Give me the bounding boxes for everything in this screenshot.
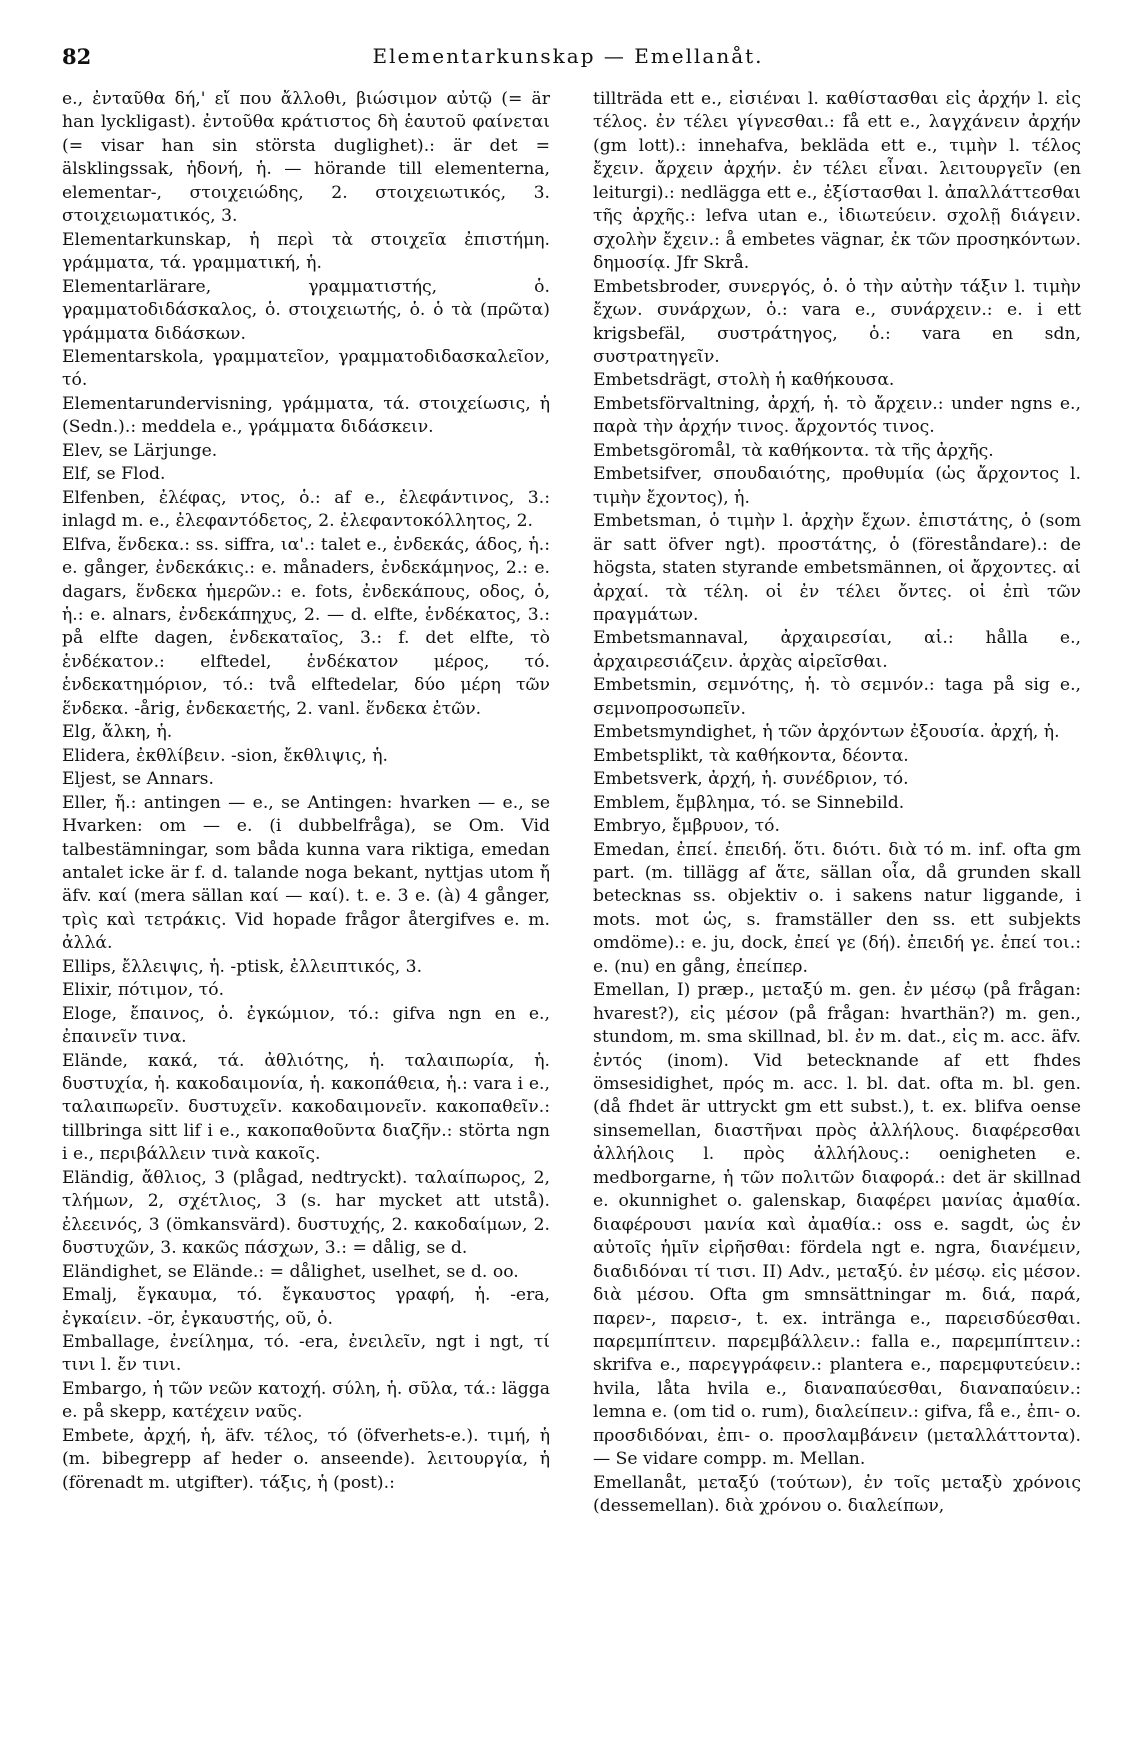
- dictionary-entry: Elev, se Lärjunge.: [62, 440, 218, 461]
- dictionary-entry: Eländighet, se Elände.: = dålighet, uselhet, se d. oo.: [62, 1261, 519, 1282]
- dictionary-entry: Emellanåt, μεταξύ (τούτων), ἐν τοῖς μεταξὺ χρόνοις (dessemellan). διὰ χρόνου o. διαλείπων,: [593, 1472, 1081, 1517]
- dictionary-entry: Emballage, ἐνείλημα, τό. -era, ἐνειλεῖν, ngt i ngt, τί τινι l. ἔν τινι.: [62, 1332, 550, 1376]
- dictionary-entry: Emblem, ἔμβλημα, τό. se Sinnebild.: [593, 792, 905, 813]
- dictionary-entry: Embete, ἀρχή, ἡ, äfv. τέλος, τό (öfverhets-e.). τιμή, ἡ (m. bibegrepp af heder o. anseende). λειτουργία, ἡ (förenadt m. utgifter). τάξις, ἡ (post).:: [62, 1425, 550, 1493]
- dictionary-entry: Emellan, I) præp., μεταξύ m. gen. ἐν μέσῳ (på frågan: hvarest?), εἰς μέσον (på frågan: hvarthän?) m. gen., stundom, m. sma skillnad, bl. ἐν m. dat., εἰς m. acc. äfv. ἐντός (inom). Vid betecknande af ett fhdes ömsesidighet, πρός m. acc. l. bl. dat. ofta m. bl. gen. (då fhdet är uttryckt gm ett subst.), t. ex. blifva oense sinsemellan, διαστῆναι πρὸς ἀλλήλους. διαφέρεσθαι ἀλλήλοις l. πρὸς ἀλλήλους.: oenigheten e. medborgarne, ἡ τῶν πολιτῶν διαφορά.: det är skillnad e. okunnighet o. galenskap, διαφέρει μανίας ἀμαθία. διαφέρουσι μανία καὶ ἀμαθία.: oss e. sagdt, ὡς ἐν αὐτοῖς ἡμῖν εἰρῆσθαι: fördela ngt e. ngra, διανέμειν, διαδιδόναι τί τισι. II) Adv., μεταξύ. ἐν μέσῳ. εἰς μέσον. διὰ μέσου. Ofta gm smnsättningar m. διά, παρά, παρεν-, παρεισ-, t. ex. inträngа e., παρεισδύεσθαι. παρεμπίπτειν. παρεμβάλλειν.: falla e., παρεμπίπτειν.: skrifva e., παρεγγράφειν.: plantera e., παρεμφυτεύειν.: hvila, låta hvila e., διαναπαύεσθαι, διαναπαύειν.: lemna e. (om tid o. rum), διαλείπειν.: gifva, få e., ἐπι- o. προσδιδόναι, ἐπι- o. προσλαμβάνειν (μεταλλάττοντα). — Se vidare compp. m. Mellan.: [593, 980, 1081, 1470]
- dictionary-entry: Elg, ἄλκη, ἡ.: [62, 722, 173, 743]
- dictionary-entry: e., ἐνταῦθα δή,' εἴ που ἄλλοθι, βιώσιμον αὐτῷ (= är han lyckligast). ἐντοῦθα κράτιστος δὴ ἑαυτοῦ φαίνεται (= visar han sin största duglighet).: är det = älsklingssak, ἡδονή, ἡ. — hörande till elementerna, elementar-, στοιχειώδης, 2. στοιχειωτικός, 3. στοιχειωματικός, 3.: [62, 89, 550, 227]
- dictionary-entry: Elementarskola, γραμματεῖον, γραμματοδιδασκαλεῖον, τό.: [62, 346, 550, 391]
- dictionary-entry: Embargo, ἡ τῶν νεῶν κατοχή. σύλη, ἡ. σῦλα, τά.: lägga e. på skepp, κατέχειν ναῦς.: [62, 1378, 550, 1423]
- dictionary-entry: Embetsverk, ἀρχή, ἡ. συνέδριον, τό.: [593, 769, 909, 790]
- dictionary-entry: Embetsdrägt, στολὴ ἡ καθήκουσα.: [593, 370, 895, 391]
- dictionary-entry: Elände, κακά, τά. ἀθλιότης, ἡ. ταλαιπωρία, ἡ. δυστυχία, ἡ. κακοδαιμονία, ἡ. κακοπάθεια, ἡ.: vara i e., ταλαιπωρεῖν. δυστυχεῖν. κακοδαιμονεῖν. κακοπαθεῖν.: tillbringa sitt lif i e., κακοπαθοῦντα διαζῆν.: störta ngn i e., περιβάλλειν τινὰ κακοῖς.: [62, 1050, 550, 1165]
- dictionary-entry: Elementarlärare, γραμματιστής, ὁ. γραμματοδιδάσκαλος, ὁ. στοιχειωτής, ὁ. ὁ τὰ (πρῶτα) γράμματα διδάσκων.: [62, 276, 550, 344]
- dictionary-entry: Embetsmin, σεμνότης, ἡ. τὸ σεμνόν.: taga på sig e., σεμνοπροσωπεῖν.: [593, 675, 1081, 719]
- dictionary-entry: Eloge, ἔπαινος, ὁ. ἐγκώμιον, τό.: gifva ngn en e., ἐπαινεῖν τινα.: [62, 1003, 550, 1048]
- running-head: Elementarkunskap — Emellanåt.: [372, 44, 764, 68]
- dictionary-entry: Elidera, ἐκθλίβειν. -sion, ἔκθλιψις, ἡ.: [62, 745, 388, 766]
- dictionary-entry: Eljest, se Annars.: [62, 769, 214, 790]
- dictionary-entry: Emedan, ἐπεί. ἐπειδή. ὅτι. διότι. διὰ τό m. inf. ofta gm part. (m. tillägg af ἅτε, sällan οἷα, då grunden skall betecknas ss. objektiv o. i sakens natur liggande, i mots. mot ὡς, s. framställer den ss. ett subjekts omdöme).: e. ju, dock, ἐπεί γε (δή). ἐπειδή γε. ἐπεί τοι.: e. (nu) en gång, ἐπείπερ.: [593, 839, 1081, 977]
- dictionary-entry: Embetsman, ὁ τιμὴν l. ἀρχὴν ἔχων. ἐπιστάτης, ὁ (som är satt öfver ngt). προστάτης, ὁ (föreståndare).: de högsta, staten styrande embetsmännen, οἱ ἄρχοντες. αἱ ἀρχαί. τὰ τέλη. οἱ ἐν τέλει ὄντες. οἱ ἐπὶ τῶν πραγμάτων.: [593, 511, 1081, 625]
- dictionary-entry: Elfenben, ἐλέφας, ντος, ὁ.: af e., ἐλεφάντινος, 3.: inlagd m. e., ἐλεφαντόδετος, 2. ἐλεφαντοκόλλητος, 2.: [62, 487, 550, 532]
- dictionary-entry: Embetsgöromål, τὰ καθήκοντα. τὰ τῆς ἀρχῆς.: [593, 440, 994, 461]
- page-number: 82: [62, 44, 92, 69]
- dictionary-entry: Elementarundervisning, γράμματα, τά. στοιχείωσις, ἡ (Sedn.).: meddela e., γράμματα διδάσκειν.: [62, 393, 550, 438]
- right-column: [593, 88, 1081, 1519]
- dictionary-entry: Ellips, ἔλλειψις, ἡ. -ptisk, ἐλλειπτικός, 3.: [62, 956, 423, 977]
- left-column: [62, 88, 550, 1495]
- dictionary-entry: tillträda ett e., εἰσιέναι l. καθίστασθαι εἰς ἀρχήν l. εἰς τέλος. ἐν τέλει γίγνεσθαι.: få ett e., λαγχάνειν ἀρχήν (gm lott).: innehafva, bekläda ett e., τιμὴν l. τέλος ἔχειν. ἄρχειν ἀρχήν. ἐν τέλει εἶναι. λειτουργεῖν (en leiturgi).: nedlägga ett e., ἐξίστασθαι l. ἀπαλλάττεσθαι τῆς ἀρχῆς.: lefva utan e., ἰδιωτεύειν. σχολῇ διάγειν. σχολὴν ἔχειν.: å embetes vägnar, ἐκ τῶν προσηκόντων. δημοσίᾳ. Jfr Skrå.: [593, 89, 1081, 274]
- dictionary-entry: Emalj, ἔγκαυμα, τό. ἔγκαυστος γραφή, ἡ. -era, ἐγκαίειν. -ör, ἐγκαυστής, οῦ, ὁ.: [62, 1285, 550, 1329]
- dictionary-entry: Elementarkunskap, ἡ περὶ τὰ στοιχεῖα ἐπιστήμη. γράμματα, τά. γραμματική, ἡ.: [62, 229, 550, 274]
- dictionary-entry: Elf, se Flod.: [62, 464, 166, 485]
- dictionary-entry: Eller, ἤ.: antingen — e., se Antingen: hvarken — e., se Hvarken: om — e. (i dubbelfråga), se Om. Vid talbestämningar, som båda kunna vara riktiga, emedan antalet icke är f. d. talande noga bekant, nyttjas utom ἤ äfv. καί (mera sällan καί — καί). t. e. 3 e. (à) 4 gånger, τρὶς καὶ τετράκις. Vid hopade frågor återgifves e. m. ἀλλά.: [62, 792, 550, 954]
- dictionary-entry: Embetsmannaval, ἀρχαιρεσίαι, αἱ.: hålla e., ἀρχαιρεσιάζειν. ἀρχὰς αἱρεῖσθαι.: [593, 628, 1081, 672]
- dictionary-entry: Embetsförvaltning, ἀρχή, ἡ. τὸ ἄρχειν.: under ngns e., παρὰ τὴν ἀρχήν τινος. ἄρχοντός τινος.: [593, 393, 1081, 438]
- dictionary-entry: Embetsifver, σπουδαιότης, προθυμία (ὡς ἄρχοντος l. τιμὴν ἔχοντος), ἡ.: [593, 464, 1081, 508]
- dictionary-entry: Elfva, ἕνδεκα.: ss. siffra, ια'.: talet e., ἐνδεκάς, άδος, ἡ.: e. gånger, ἐνδεκάκις.: e. månaders, ἐνδεκάμηνος, 2.: e. dagars, ἕνδεκα ἡμερῶν.: e. fots, ἐνδεκάπους, οδος, ὁ, ἡ.: e. alnars, ἐνδεκάπηχυς, 2. — d. elfte, ἑνδέκατος, 3.: på elfte dagen, ἑνδεκαταῖος, 3.: f. det elfte, τὸ ἑνδέκατον.: elftedel, ἑνδέκατον μέρος, τό. ἑνδεκατημόριον, τό.: två elftedelar, δύο μέρη τῶν ἕνδεκα. -årig, ἑνδεκαετής, 2. vanl. ἕνδεκα ἐτῶν.: [62, 534, 550, 719]
- dictionary-entry: Eländig, ἄθλιος, 3 (plågad, nedtryckt). ταλαίπωρος, 2, τλήμων, 2, σχέτλιος, 3 (s. har mycket att utstå). ἐλεεινός, 3 (ömkansvärd). δυστυχής, 2. κακοδαίμων, 2. δυστυχῶν, 3. κακῶς πάσχων, 3.: = dålig, se d.: [62, 1167, 550, 1259]
- dictionary-entry: Embryo, ἔμβρυον, τό.: [593, 816, 780, 837]
- dictionary-entry: Elixir, πότιμον, τό.: [62, 980, 225, 1001]
- dictionary-entry: Embetsplikt, τὰ καθήκοντα, δέοντα.: [593, 745, 909, 766]
- dictionary-entry: Embetsmyndighet, ἡ τῶν ἀρχόντων ἐξουσία. ἀρχή, ἡ.: [593, 722, 1060, 743]
- dictionary-entry: Embetsbroder, συνεργός, ὁ. ὁ τὴν αὐτὴν τάξιν l. τιμὴν ἔχων. συνάρχων, ὁ.: vara e., συνάρχειν.: e. i ett krigsbefäl, συστράτηγος, ὁ.: vara en sdn, συστρατηγεῖν.: [593, 276, 1081, 367]
